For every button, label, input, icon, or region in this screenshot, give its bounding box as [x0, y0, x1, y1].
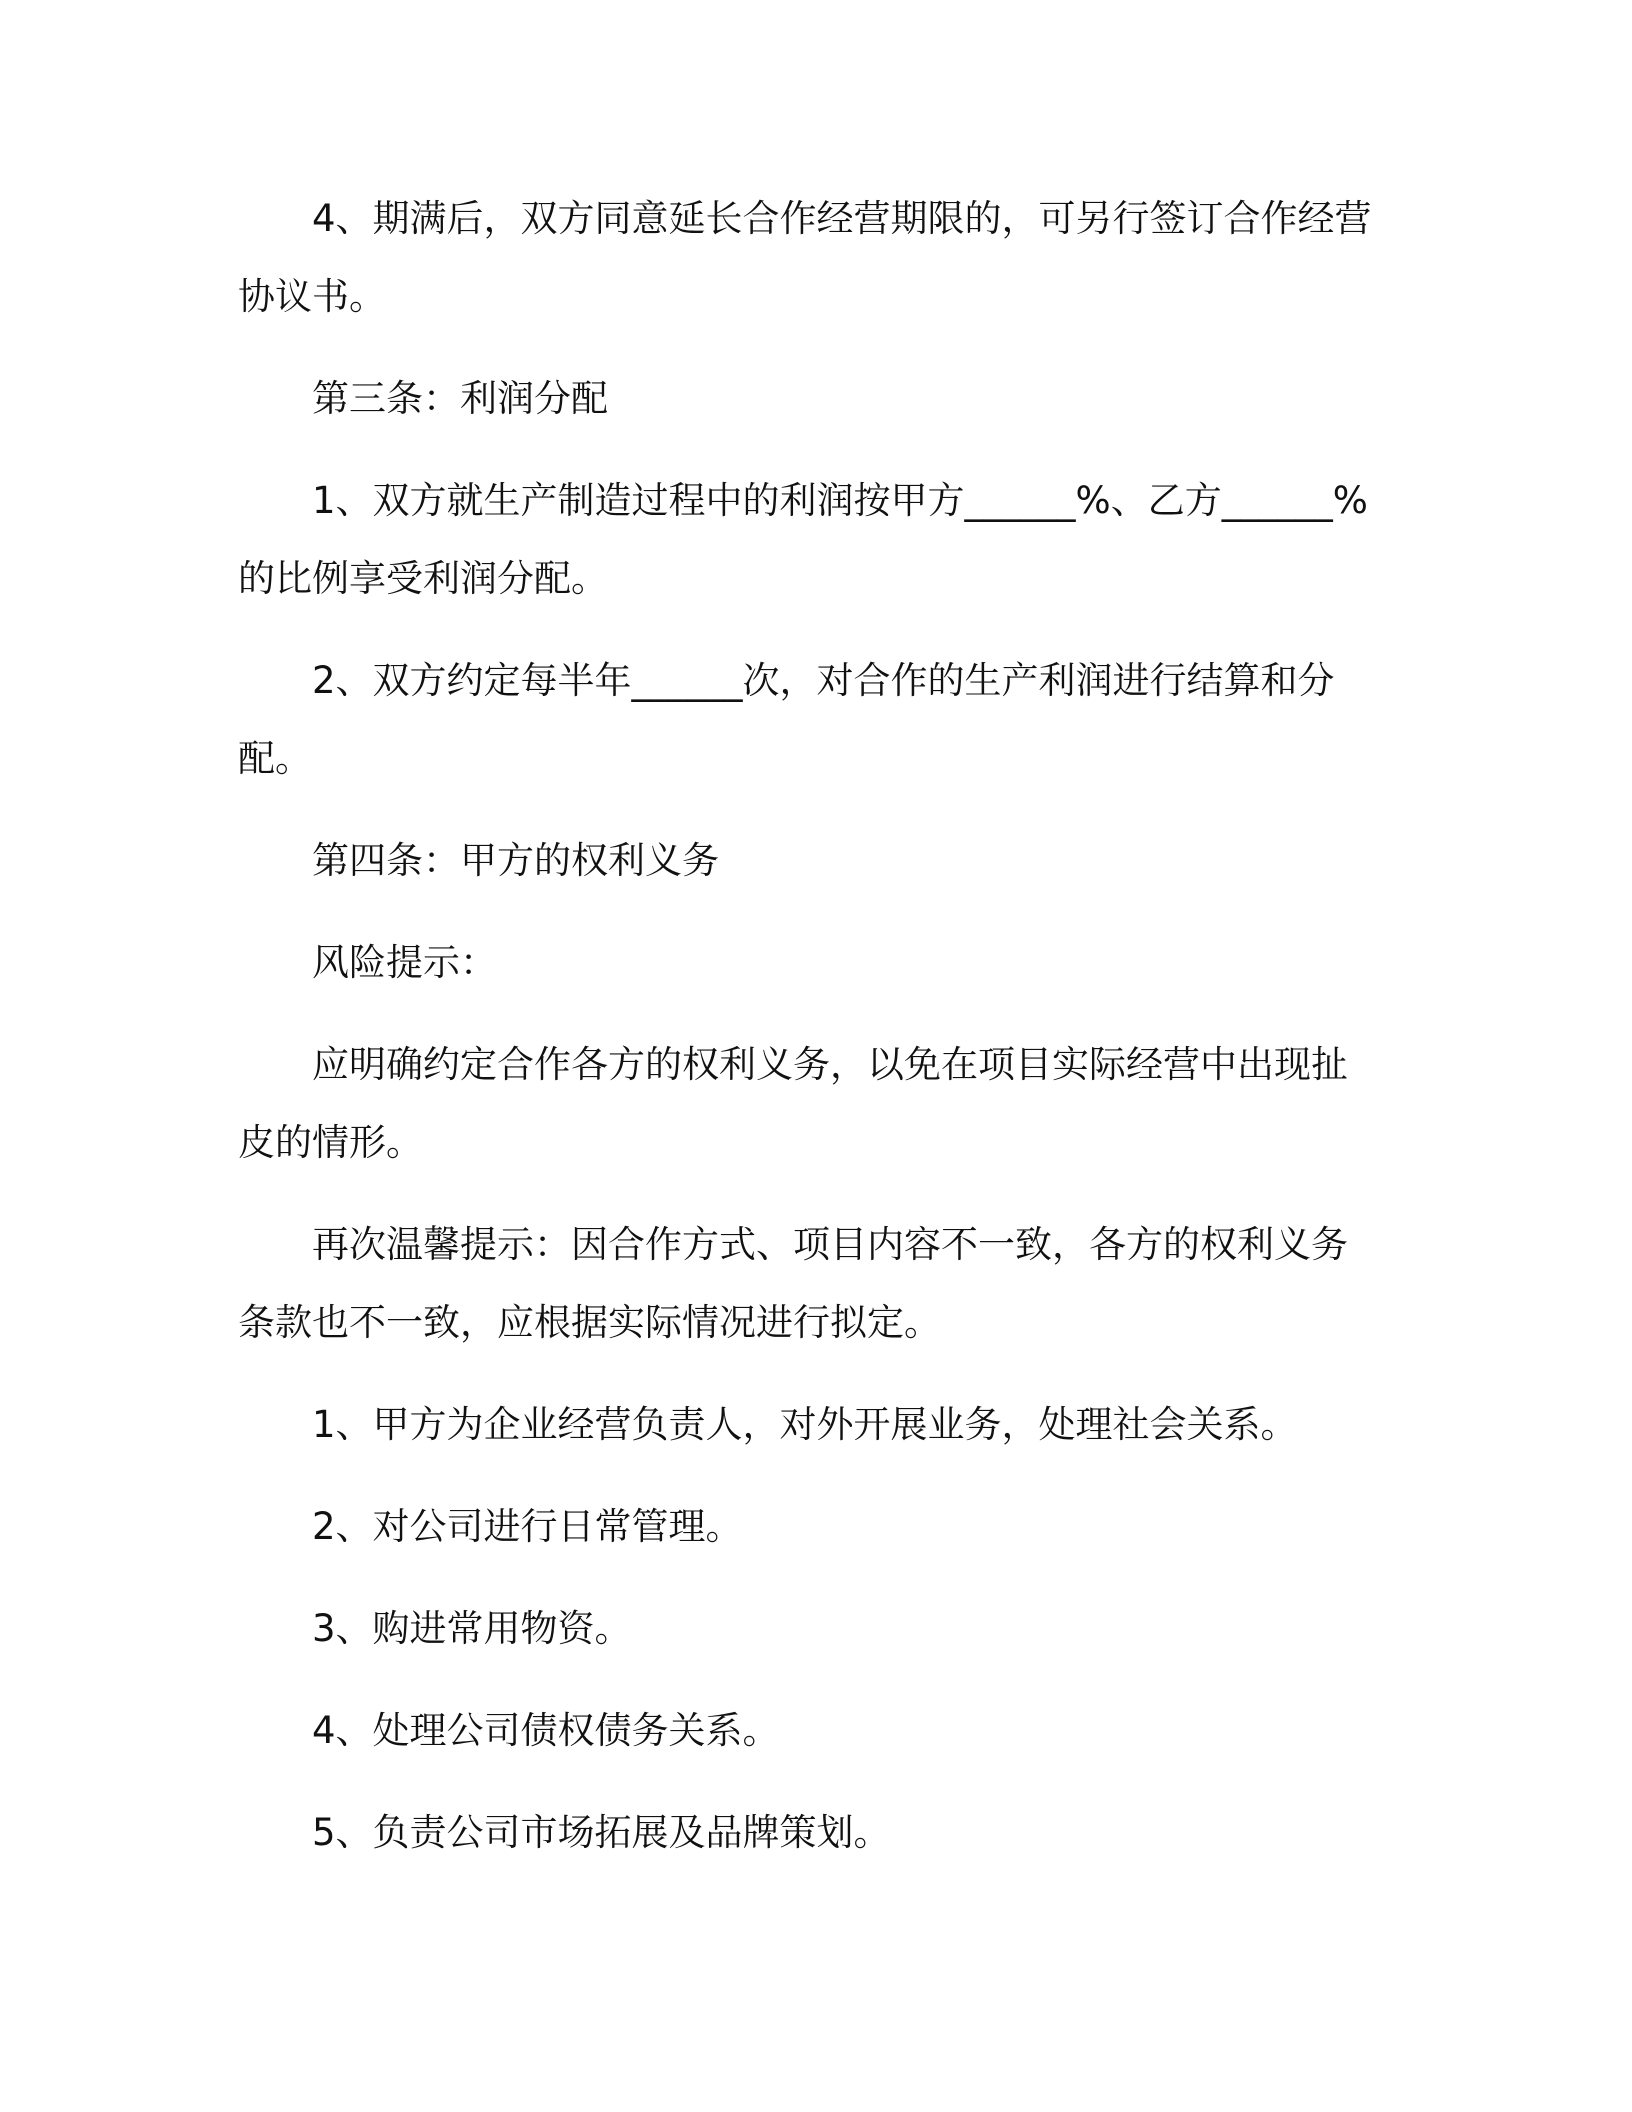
- paragraph-settlement: 2、双方约定每半年______次，对合作的生产利润进行结算和分配。: [238, 659, 1335, 780]
- paragraph-risk-notice: 应明确约定合作各方的权利义务，以免在项目实际经营中出现扯皮的情形。: [238, 1043, 1348, 1164]
- section-heading-article-3: 第三条：利润分配: [312, 377, 608, 420]
- risk-notice-label: 风险提示：: [312, 941, 497, 984]
- paragraph-profit-ratio: 1、双方就生产制造过程中的利润按甲方______%、乙方______%的比例享受利润分配。: [238, 479, 1368, 600]
- list-item-3: 3、购进常用物资。: [312, 1607, 632, 1650]
- list-item-2: 2、对公司进行日常管理。: [312, 1505, 743, 1548]
- section-heading-article-4: 第四条：甲方的权利义务: [312, 839, 719, 882]
- paragraph-term-renewal: 4、期满后，双方同意延长合作经营期限的，可另行签订合作经营协议书。: [238, 197, 1372, 318]
- list-item-1: 1、甲方为企业经营负责人，对外开展业务，处理社会关系。: [312, 1403, 1298, 1446]
- list-item-5: 5、负责公司市场拓展及品牌策划。: [312, 1811, 891, 1854]
- list-item-4: 4、处理公司债权债务关系。: [312, 1709, 780, 1752]
- paragraph-reminder: 再次温馨提示：因合作方式、项目内容不一致，各方的权利义务条款也不一致，应根据实际情况进行拟定。: [238, 1223, 1348, 1344]
